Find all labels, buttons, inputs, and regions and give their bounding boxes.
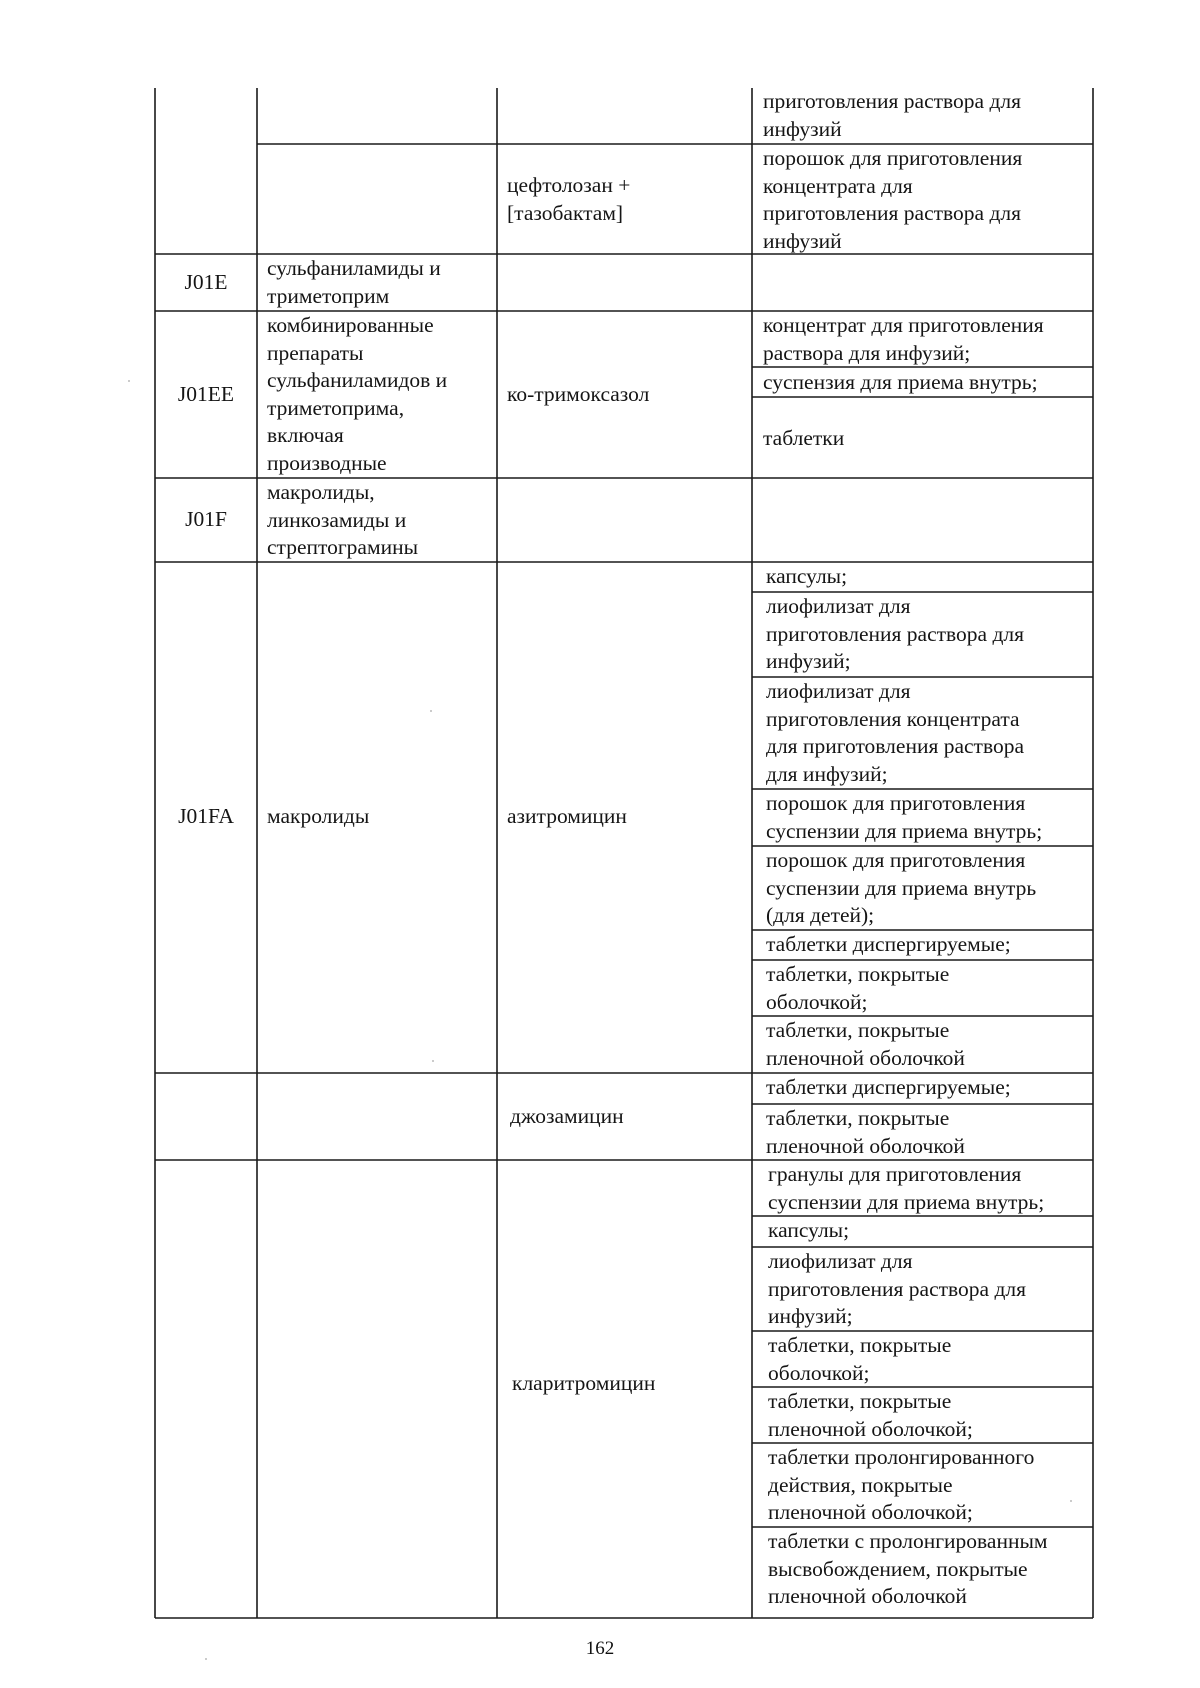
atc-code-cell-r5: J01FA [178, 804, 234, 828]
form-cell-r6-0: таблетки диспергируемые; [766, 1075, 1011, 1099]
form-cell-r5-4: порошок для приготовления суспензии для приема внутрь (для детей); [766, 848, 1037, 927]
form-cell-r1-0: порошок для приготовления концентрата для приготовления раствора для инфузий [763, 146, 1023, 253]
form-cell-r7-1: капсулы; [768, 1218, 850, 1242]
form-cell-r0-0: приготовления раствора для инфузий [763, 89, 1021, 141]
form-cell-r3-1: суспензия для приема внутрь; [763, 370, 1038, 394]
scan-speck [205, 1658, 207, 1660]
atc-code-cell-r2: J01E [184, 270, 228, 294]
form-cell-r3-2: таблетки [763, 426, 845, 450]
scan-speck [430, 710, 432, 712]
form-cell-r5-0: капсулы; [766, 564, 848, 588]
substance-cell-r1: цефтолозан + [тазобактам] [507, 173, 631, 225]
form-cell-r7-0: гранулы для приготовления суспензии для приема внутрь; [768, 1162, 1045, 1214]
substance-cell-r7: кларитромицин [512, 1371, 656, 1395]
scan-speck [128, 380, 130, 382]
form-cell-r7-6: таблетки с пролонгированным высвобождением, покрытые пленочной оболочкой [768, 1529, 1048, 1608]
substance-cell-r5: азитромицин [507, 804, 627, 828]
form-cell-r6-1: таблетки, покрытые пленочной оболочкой [766, 1106, 965, 1158]
form-cell-r7-5: таблетки пролонгированного действия, покрытые пленочной оболочкой; [768, 1445, 1035, 1524]
scan-speck [1070, 1500, 1072, 1502]
form-cell-r5-3: порошок для приготовления суспензии для приема внутрь; [766, 791, 1043, 843]
substance-cell-r6: джозамицин [510, 1104, 624, 1128]
form-cell-r5-7: таблетки, покрытые пленочной оболочкой [766, 1018, 965, 1070]
page-number: 162 [585, 1638, 615, 1659]
form-cell-r7-3: таблетки, покрытые оболочкой; [768, 1333, 952, 1385]
scan-speck [432, 1060, 434, 1062]
group-cell-r4: макролиды, линкозамиды и стрептограмины [267, 480, 419, 559]
form-cell-r5-2: лиофилизат для приготовления концентрата для приготовления раствора для инфузий; [766, 679, 1024, 786]
form-cell-r3-0: концентрат для приготовления раствора для инфузий; [763, 313, 1044, 365]
group-cell-r2: сульфаниламиды и триметоприм [267, 256, 441, 308]
substance-cell-r3: ко-тримоксазол [507, 382, 650, 406]
group-cell-r5: макролиды [267, 804, 370, 828]
form-cell-r5-1: лиофилизат для приготовления раствора для инфузий; [766, 594, 1024, 673]
form-cell-r7-4: таблетки, покрытые пленочной оболочкой; [768, 1389, 973, 1441]
atc-code-cell-r4: J01F [185, 507, 227, 531]
atc-code-cell-r3: J01EE [177, 382, 235, 406]
form-cell-r7-2: лиофилизат для приготовления раствора для инфузий; [768, 1249, 1026, 1328]
form-cell-r5-5: таблетки диспергируемые; [766, 932, 1011, 956]
group-cell-r3: комбинированные препараты сульфаниламидов и триметоприма, включая производные [267, 313, 448, 475]
form-cell-r5-6: таблетки, покрытые оболочкой; [766, 962, 950, 1014]
